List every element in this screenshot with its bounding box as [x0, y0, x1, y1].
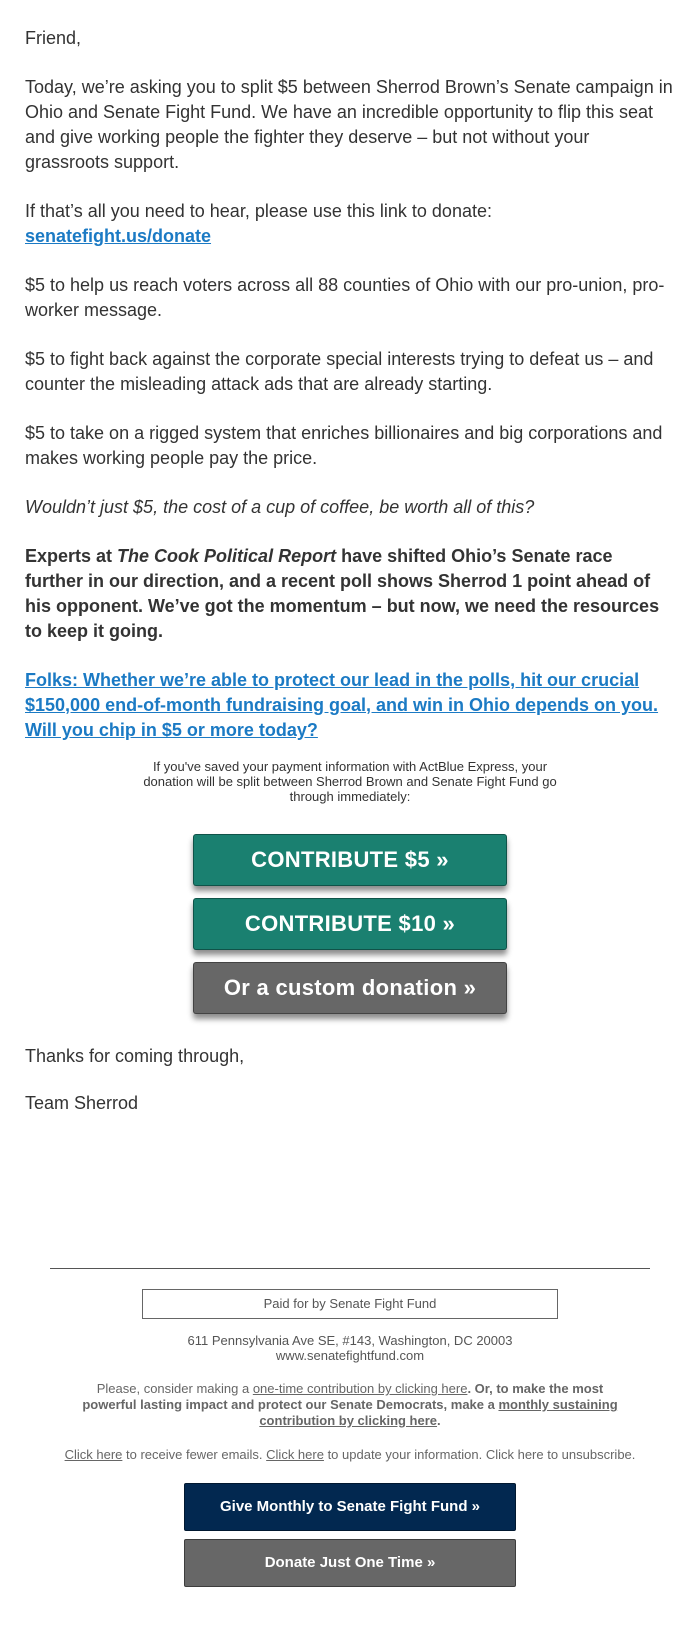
momentum-text-b: have shifted Ohio’s Senate race further in our direction, and a recent poll shows Sherrod 1 point ahead of his opponent. We’ve got the momentum – but now, we need the resources to keep it going.: [25, 546, 660, 641]
closing: Thanks for coming through,: [25, 1046, 245, 1066]
appeal-text-1: Please, consider making a: [96, 1381, 253, 1396]
actblue-note: If you've saved your payment information with ActBlue Express, your donation will be split between Sherrod Brown and Senate Fight Fund go through immediately:: [143, 759, 557, 804]
coffee-question: Wouldn’t just $5, the cost of a cup of coffee, be worth all of this?: [25, 497, 535, 517]
footer-website: www.senatefightfund.com: [275, 1348, 425, 1363]
cook-report-name: The Cook Political Report: [117, 546, 337, 566]
momentum-text-a: Experts at: [25, 546, 118, 566]
footer-address: 611 Pennsylvania Ave SE, #143, Washington, DC 20003: [187, 1333, 513, 1348]
appeal-text-2: . Or, to make the most powerful lasting impact and protect our Senate Democrats, make a: [82, 1381, 604, 1412]
cta-link[interactable]: Folks: Whether we’re able to protect our lead in the polls, hit our crucial $150,000 end-of-month fundraising goal, and win in Ohio depends on you. Will you chip in $5 or more today?: [25, 670, 659, 740]
footer: [0, 1268, 700, 1587]
one-time-contribution-link[interactable]: one-time contribution by clicking here: [252, 1381, 468, 1396]
intro-paragraph: Today, we’re asking you to split $5 between Sherrod Brown’s Senate campaign in Ohio and Senate Fight Fund. We have an incredible opportunity to flip this seat and give working people the fighter they deserve – but not without your grassroots support.: [25, 77, 673, 172]
footer-divider: [50, 1268, 650, 1269]
footer-address-block: [0, 1333, 700, 1363]
greeting: Friend,: [25, 28, 82, 48]
appeal-text-3: .: [437, 1413, 441, 1428]
reason-paragraph-2: $5 to fight back against the corporate special interests trying to defeat us – and counter the misleading attack ads that are already starting.: [25, 349, 654, 394]
monthly-contribution-link[interactable]: monthly sustaining contribution by clicking here: [259, 1397, 618, 1428]
contribute-10-button[interactable]: CONTRIBUTE $10 »: [193, 898, 507, 950]
custom-donation-button[interactable]: Or a custom donation »: [193, 962, 507, 1014]
give-monthly-button[interactable]: Give Monthly to Senate Fight Fund »: [184, 1483, 516, 1531]
donate-one-time-button[interactable]: Donate Just One Time »: [184, 1539, 516, 1587]
reason-paragraph-1: $5 to help us reach voters across all 88 counties of Ohio with our pro-union, pro-worker message.: [25, 275, 665, 320]
prefs-text-1: to receive fewer emails.: [122, 1447, 267, 1462]
paid-for-box: Paid for by Senate Fight Fund: [142, 1289, 558, 1319]
email-preferences: [0, 1447, 700, 1463]
fewer-emails-link[interactable]: Click here: [64, 1447, 123, 1462]
donate-link-paragraph: [25, 199, 675, 249]
prefs-text-2: to update your information. Click here to unsubscribe.: [323, 1447, 636, 1462]
donate-link-text: If that’s all you need to hear, please use this link to donate:: [25, 201, 492, 221]
reason-paragraph-3: $5 to take on a rigged system that enriches billionaires and big corporations and makes working people pay the price.: [25, 423, 663, 468]
donate-link[interactable]: senatefight.us/donate: [25, 226, 212, 246]
momentum-paragraph: [25, 544, 675, 644]
signature: Team Sherrod: [25, 1093, 139, 1113]
footer-appeal: [70, 1381, 630, 1429]
contribute-5-button[interactable]: CONTRIBUTE $5 »: [193, 834, 507, 886]
update-info-link[interactable]: Click here: [266, 1447, 324, 1462]
